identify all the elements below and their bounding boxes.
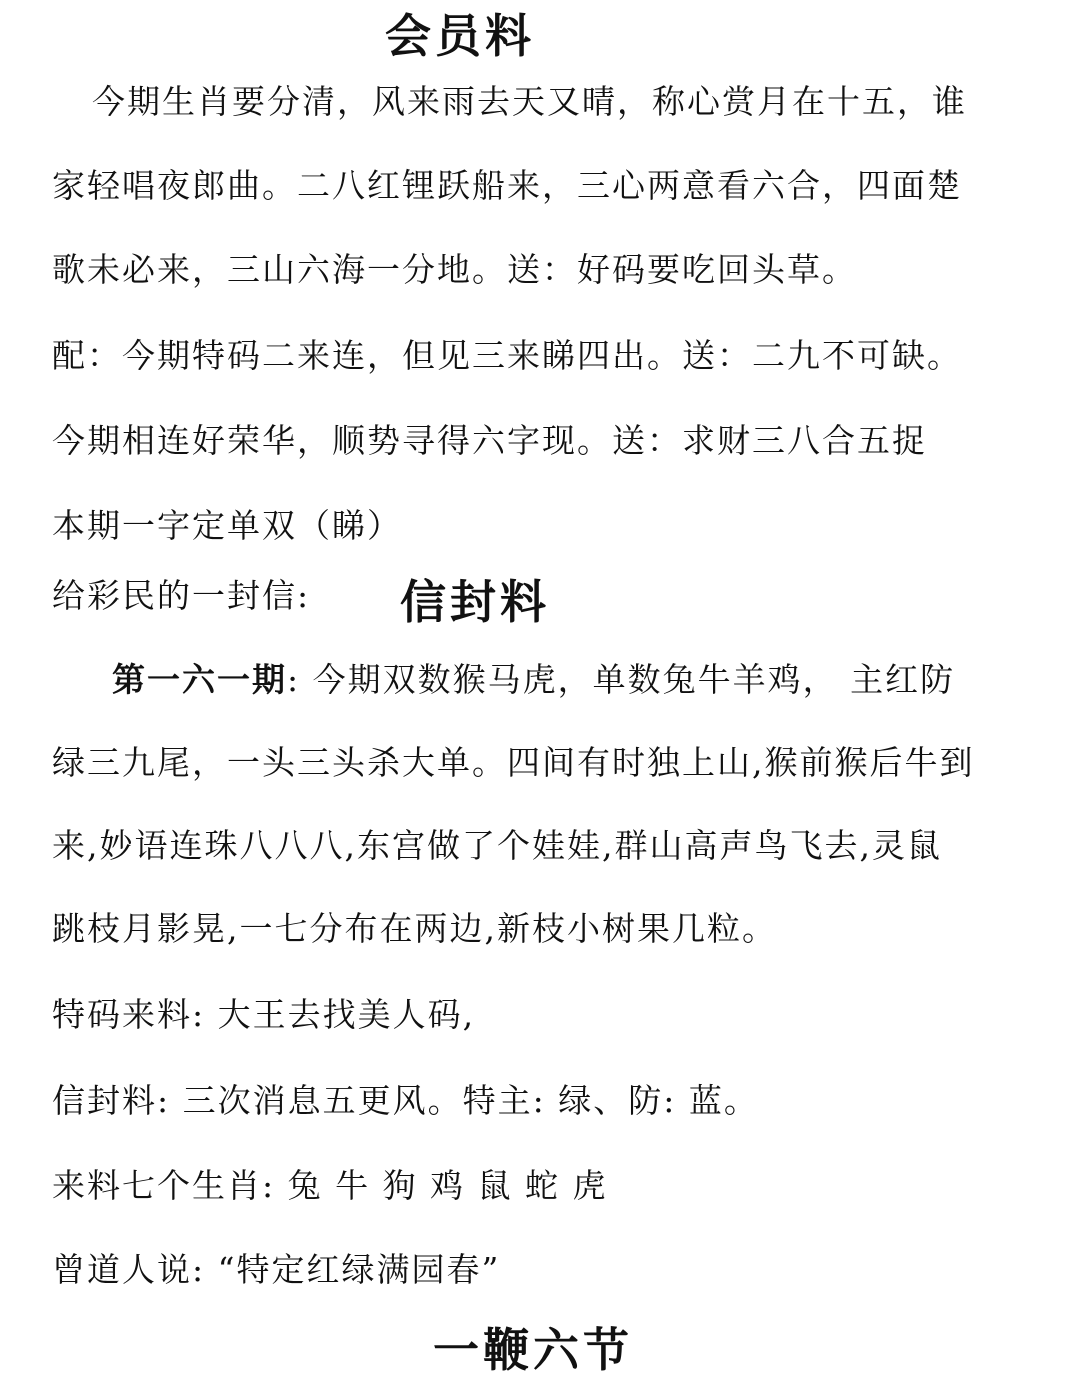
title-envelope-material: 信封料 [400,575,550,629]
title-one-whip-six-sections: 一鞭六节 [433,1323,633,1377]
text-line: 今期生肖要分清，风来雨去天又晴，称心赏月在十五，谁 [92,82,967,121]
text-line: 信封料: 三次消息五更风。特主: 绿、防: 蓝。 [52,1081,759,1120]
issue-line [112,660,1068,700]
title-member-material: 会员料 [385,9,535,63]
text-line: 歌未必来，三山六海一分地。送：好码要吃回头草。 [52,250,857,289]
issue-label: 第一六一期 [112,660,287,699]
text-line: 配：今期特码二来连，但见三来睇四出。送：二九不可缺。 [52,336,962,375]
text-line: 本期一字定单双（睇） [52,506,402,545]
text-line: 跳枝月影晃,一七分布在两边,新枝小树果几粒。 [52,909,777,948]
text-line: 今期相连好荣华，顺势寻得六字现。送：求财三八合五捉 [52,421,927,460]
text-line: 来,妙语连珠八八八,东宫做了个娃娃,群山高声鸟飞去,灵鼠 [52,826,942,865]
issue-text: : 今期双数猴马虎，单数兔牛羊鸡， 主红防 [287,660,956,699]
text-line: 绿三九尾，一头三头杀大单。四间有时独上山,猴前猴后牛到 [52,743,975,782]
text-line: 来料七个生肖: 兔 牛 狗 鸡 鼠 蛇 虎 [52,1166,608,1205]
text-line: 曾道人说: “特定红绿满园春” [52,1250,501,1289]
letter-intro: 给彩民的一封信: [52,576,311,615]
text-line: 特码来料: 大王去找美人码, [52,995,476,1034]
text-line: 家轻唱夜郎曲。二八红锂跃船来，三心两意看六合，四面楚 [52,166,962,205]
